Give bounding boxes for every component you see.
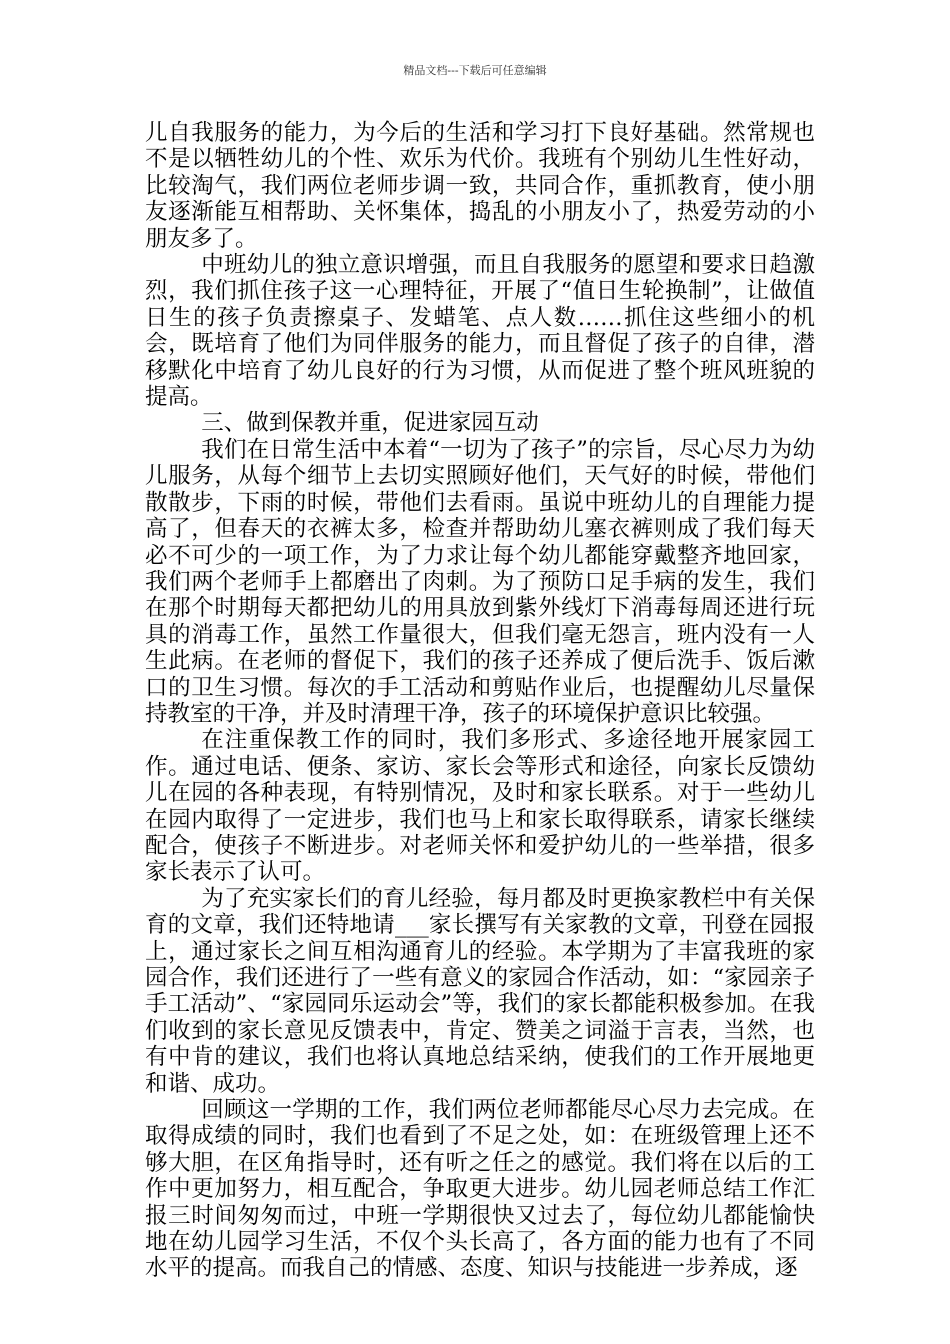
page-header: 精品文档---下载后可任意编辑 — [403, 64, 547, 77]
paragraph-3: 我们在日常生活中本着“一切为了孩子”的宗旨，尽心尽力为幼儿服务，从每个细节上去切实照顾好他们，天气好的时候，带他们散散步，下雨的时候，带他们去看雨。虽说中班幼儿的自理能力提高了，但春天的衣裤太多，检查并帮助幼儿塞衣裤则成了我们每天必不可少的一项工作，为了力求让每个幼儿都能穿戴整齐地回家，我们两个老师手上都磨出了肉刺。为了预防口足手病的发生，我们在那个时期每天都把幼儿的用具放到紫外线灯下消毒每周还进行玩具的消毒工作，虽然工作量很大，但我们毫无怨言，班内没有一人生此病。在老师的督促下，我们的孩子还养成了便后洗手、饭后漱口的卫生习惯。每次的手工活动和剪贴作业后，也提醒幼儿尽量保持教室的干净，并及时清理干净，孩子的环境保护意识比较强。 — [145, 436, 815, 727]
paragraph-5: 为了充实家长们的育儿经验，每月都及时更换家教栏中有关保育的文章，我们还特地请___家长撰写有关家教的文章，刊登在园报上，通过家长之间互相沟通育儿的经验。本学期为了丰富我班的家园合作，我们还进行了一些有意义的家园合作活动，如：“家园亲子手工活动”、“家园同乐运动会”等，我们的家长都能积极参加。在我们收到的家长意见反馈表中，肯定、赞美之词溢于言表，当然，也有中肯的建议，我们也将认真地总结采纳，使我们的工作开展地更和谐、成功。 — [145, 885, 815, 1097]
document-body — [145, 120, 815, 1282]
paragraph-1: 儿自我服务的能力，为今后的生活和学习打下良好基础。然常规也不是以牺牲幼儿的个性、欢乐为代价。我班有个别幼儿生性好动，比较淘气，我们两位老师步调一致，共同合作，重抓教育，使小朋友逐渐能互相帮助、关怀集体，捣乱的小朋友小了，热爱劳动的小朋友多了。 — [145, 120, 815, 252]
paragraph-2: 中班幼儿的独立意识增强，而且自我服务的愿望和要求日趋激烈，我们抓住孩子这一心理特征，开展了“值日生轮换制”，让做值日生的孩子负责擦桌子、发蜡笔、点人数……抓住这些细小的机会，既培育了他们为同伴服务的能力，而且督促了孩子的自律，潜移默化中培育了幼儿良好的行为习惯，从而促进了整个班风班貌的提高。 — [145, 252, 815, 411]
paragraph-6: 回顾这一学期的工作，我们两位老师都能尽心尽力去完成。在取得成绩的同时，我们也看到了不足之处，如：在班级管理上还不够大胆，在区角指导时，还有听之任之的感觉。我们将在以后的工作中更加努力，相互配合，争取更大进步。幼儿园老师总结工作汇报三时间匆匆而过，中班一学期很快又过去了，每位幼儿都能愉快地在幼儿园学习生活，不仅个头长高了，各方面的能力也有了不同水平的提高。而我自己的情感、态度、知识与技能进一步养成，逐 — [145, 1097, 815, 1282]
section-heading: 三、做到保教并重，促进家园互动 — [201, 410, 539, 437]
paragraph-4: 在注重保教工作的同时，我们多形式、多途径地开展家园工作。通过电话、便条、家访、家长会等形式和途径，向家长反馈幼儿在园的各种表现，有特别情况，及时和家长联系。对于一些幼儿在园内取得了一定进步，我们也马上和家长取得联系，请家长继续配合，使孩子不断进步。对老师关怀和爱护幼儿的一些举措，很多家长表示了认可。 — [145, 727, 815, 886]
